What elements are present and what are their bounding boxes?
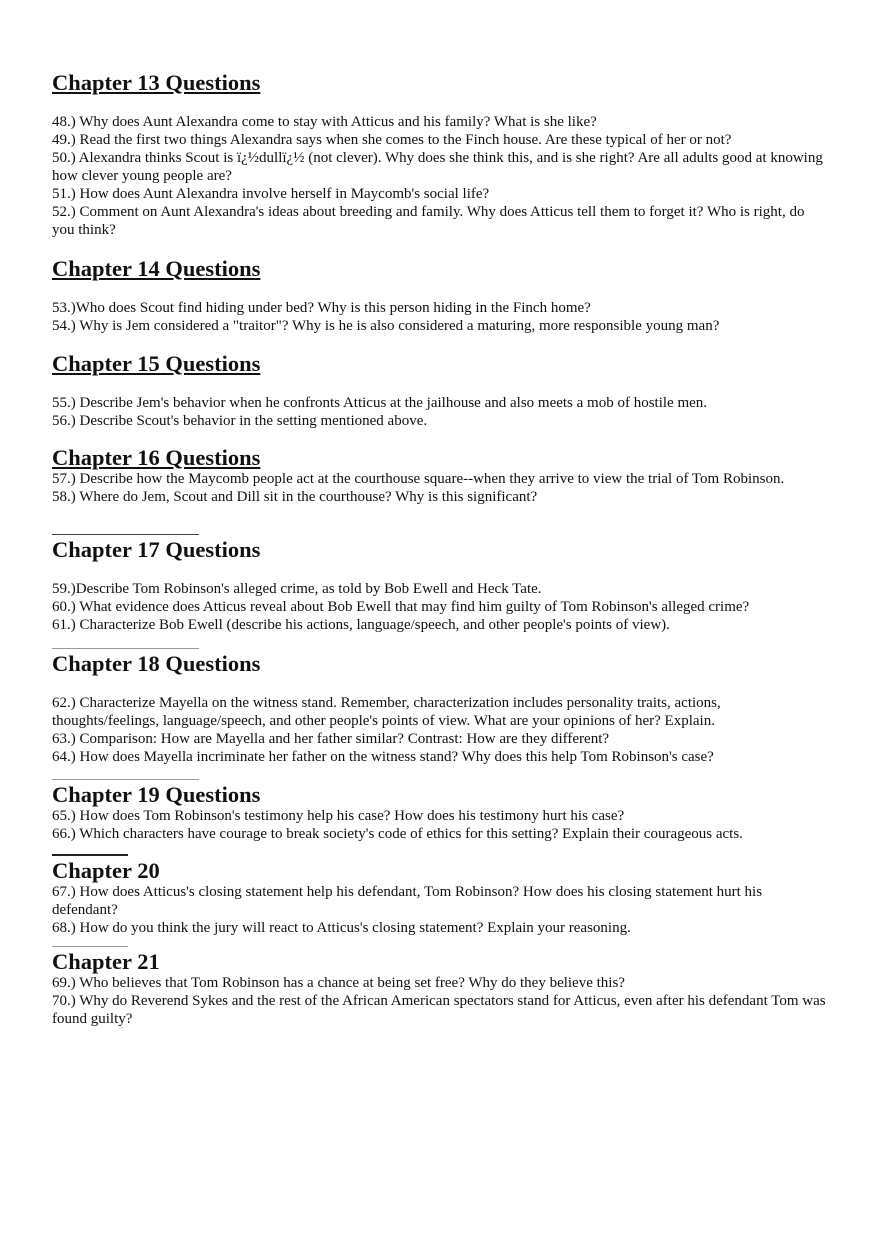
- question-64: 64.) How does Mayella incriminate her father on the witness stand? Why does this help Tom Robinson's case?: [52, 749, 714, 765]
- chapter-17-section: [52, 534, 827, 634]
- chapter-19-heading: Chapter 19 Questions: [52, 782, 261, 807]
- question-49: 49.) Read the first two things Alexandra says when she comes to the Finch house. Are these typical of her or not?: [52, 132, 732, 148]
- chapter-15-heading: Chapter 15 Questions: [52, 351, 261, 376]
- chapter-20-section: [52, 854, 827, 937]
- question-56: 56.) Describe Scout's behavior in the setting mentioned above.: [52, 413, 428, 429]
- question-54: 54.) Why is Jem considered a "traitor"? Why is he is also considered a maturing, more responsible young man?: [52, 318, 720, 334]
- question-58: 58.) Where do Jem, Scout and Dill sit in the courthouse? Why is this significant?: [52, 489, 538, 505]
- question-50: 50.) Alexandra thinks Scout is ï¿½dullï¿½ (not clever). Why does she think this, and is she right? Are all adults good at knowing how clever young people are?: [52, 150, 823, 184]
- question-63: 63.) Comparison: How are Mayella and her father similar? Contrast: How are they different?: [52, 731, 610, 747]
- chapter-16-section: [52, 445, 827, 506]
- chapter-20-heading: Chapter 20: [52, 858, 160, 883]
- question-62: 62.) Characterize Mayella on the witness stand. Remember, characterization includes personality traits, actions, thoughts/feelings, language/speech, and other people's points of view. What are your opinions of her? Explain.: [52, 695, 721, 729]
- question-65: 65.) How does Tom Robinson's testimony help his case? How does his testimony hurt his case?: [52, 808, 625, 824]
- chapter-17-heading: Chapter 17 Questions: [52, 537, 261, 562]
- chapter-14-section: [52, 256, 827, 335]
- chapter-21-heading: Chapter 21: [52, 949, 160, 974]
- chapter-13-heading: Chapter 13 Questions: [52, 70, 261, 95]
- question-55: 55.) Describe Jem's behavior when he confronts Atticus at the jailhouse and also meets a mob of hostile men.: [52, 395, 708, 411]
- section-divider: [52, 534, 199, 535]
- question-70: 70.) Why do Reverend Sykes and the rest of the African American spectators stand for Atticus, even after his defendant Tom was found guilty?: [52, 993, 826, 1027]
- question-68: 68.) How do you think the jury will react to Atticus's closing statement? Explain your reasoning.: [52, 920, 631, 936]
- chapter-15-section: [52, 351, 827, 430]
- chapter-18-section: [52, 648, 827, 766]
- section-divider: [52, 854, 128, 856]
- section-divider: [52, 779, 199, 780]
- question-60: 60.) What evidence does Atticus reveal about Bob Ewell that may find him guilty of Tom Robinson's alleged crime?: [52, 599, 750, 615]
- question-51: 51.) How does Aunt Alexandra involve herself in Maycomb's social life?: [52, 186, 490, 202]
- question-67: 67.) How does Atticus's closing statement help his defendant, Tom Robinson? How does his closing statement hurt his defendant?: [52, 884, 763, 918]
- question-53: 53.)Who does Scout find hiding under bed? Why is this person hiding in the Finch home?: [52, 300, 591, 316]
- chapter-14-heading: Chapter 14 Questions: [52, 256, 261, 281]
- question-57: 57.) Describe how the Maycomb people act at the courthouse square--when they arrive to view the trial of Tom Robinson.: [52, 471, 785, 487]
- chapter-13-section: [52, 70, 827, 239]
- chapter-16-heading: Chapter 16 Questions: [52, 445, 261, 470]
- question-61: 61.) Characterize Bob Ewell (describe his actions, language/speech, and other people's points of view).: [52, 617, 670, 633]
- question-59: 59.)Describe Tom Robinson's alleged crime, as told by Bob Ewell and Heck Tate.: [52, 581, 542, 597]
- section-divider: [52, 946, 128, 947]
- question-69: 69.) Who believes that Tom Robinson has a chance at being set free? Why do they believe this?: [52, 975, 625, 991]
- chapter-21-section: [52, 946, 827, 1028]
- chapter-19-section: [52, 779, 827, 843]
- section-divider: [52, 648, 199, 649]
- chapter-18-heading: Chapter 18 Questions: [52, 651, 261, 676]
- question-52: 52.) Comment on Aunt Alexandra's ideas about breeding and family. Why does Atticus tell them to forget it? Who is right, do you think?: [52, 204, 805, 238]
- question-48: 48.) Why does Aunt Alexandra come to stay with Atticus and his family? What is she like?: [52, 114, 597, 130]
- question-66: 66.) Which characters have courage to break society's code of ethics for this setting? Explain their courageous acts.: [52, 826, 743, 842]
